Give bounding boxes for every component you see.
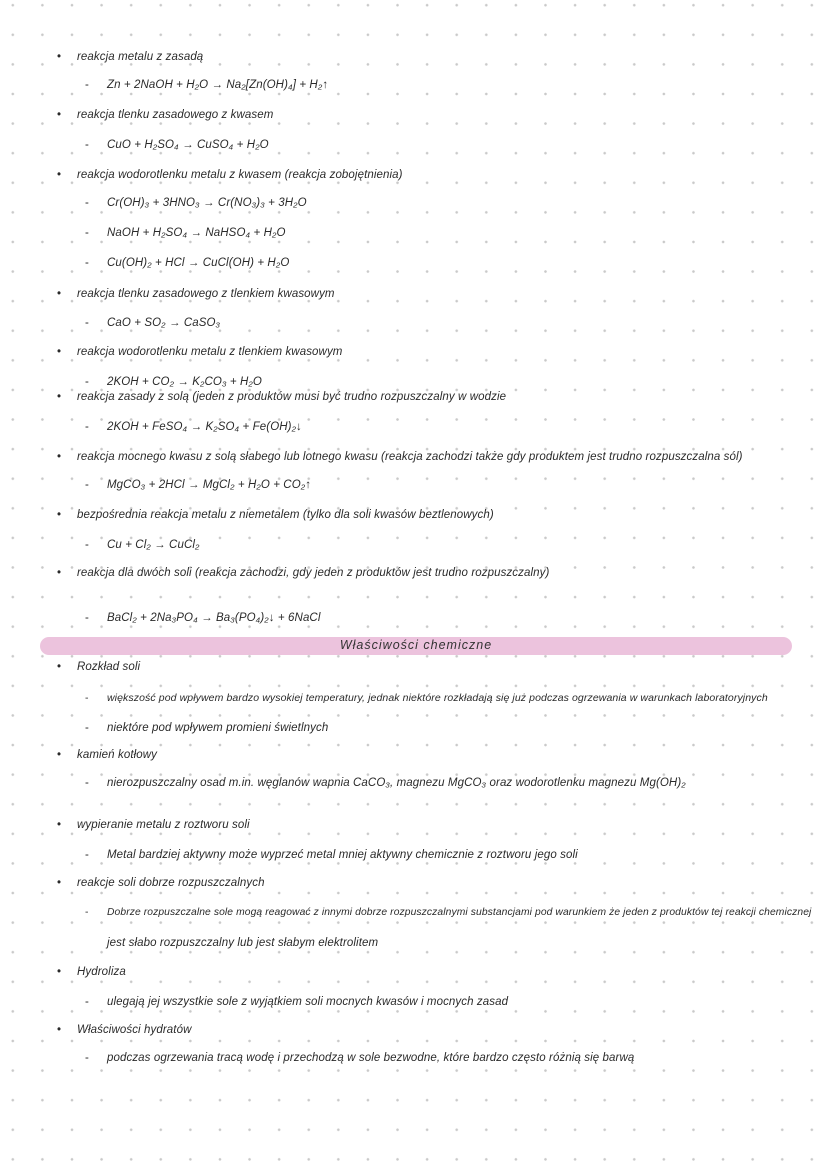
sub-item: - podczas ogrzewania tracą wodę i przechodzą w sole bezwodne, które bardzo często różnią się barwą [107,1050,634,1066]
section-header-band [40,637,792,655]
sub-item: - niektóre pod wpływem promieni świetlnych [107,720,328,736]
sub-item: - Dobrze rozpuszczalne sole mogą reagować z innymi dobrze rozpuszczalnymi substancjami pod warunkiem że jeden z produktów tej reakcji chemicznej [107,905,811,921]
bullet-item: • bezpośrednia reakcja metalu z niemetalem (tylko dla soli kwasów beztlenowych) [77,507,494,523]
bullet-item: • Hydroliza [77,964,126,980]
bullet-item: • Właściwości hydratów [77,1022,191,1038]
equation: - Cr(OH)₃ + 3HNO₃ → Cr(NO₃)₃ + 3H₂O [107,195,307,211]
sub-item: - większość pod wpływem bardzo wysokiej temperatury, jednak niektóre rozkładają się już podczas ogrzewania w warunkach laboratoryjnych [107,690,768,706]
equation: - MgCO₃ + 2HCl → MgCl₂ + H₂O + CO₂↑ [107,477,311,493]
bullet-item: • reakcja tlenku zasadowego z tlenkiem kwasowym [77,286,335,302]
bullet-item: • reakcja metalu z zasadą [77,49,203,65]
bullet-item: • reakcja wodorotlenku metalu z kwasem (reakcja zobojętnienia) [77,167,403,183]
bullet-item: • wypieranie metalu z roztworu soli [77,817,250,833]
bullet-item: • reakcja dla dwóch soli (reakcja zachodzi, gdy jeden z produktów jest trudno rozpuszczalny) [77,565,549,581]
sub-item: - Metal bardziej aktywny może wyprzeć metal mniej aktywny chemicznie z roztworu jego soli [107,847,578,863]
bullet-item: • reakcje soli dobrze rozpuszczalnych [77,875,265,891]
equation: - NaOH + H₂SO₄ → NaHSO₄ + H₂O [107,225,286,241]
bullet-item: • reakcja zasady z solą (jeden z produktów musi być trudno rozpuszczalny w wodzie [77,389,506,405]
section-title: Właściwości chemiczne [339,638,493,652]
sub-item: - ulegają jej wszystkie sole z wyjątkiem soli mocnych kwasów i mocnych zasad [107,994,508,1010]
bullet-item: • reakcja tlenku zasadowego z kwasem [77,107,273,123]
equation: - BaCl₂ + 2Na₃PO₄ → Ba₃(PO₄)₂↓ + 6NaCl [107,610,321,626]
equation: - CaO + SO₂ → CaSO₃ [107,315,220,331]
equation: - 2KOH + CO₂ → K₂CO₃ + H₂O [107,374,262,390]
equation: - 2KOH + FeSO₄ → K₂SO₄ + Fe(OH)₂↓ [107,419,302,435]
equation: - Cu + Cl₂ → CuCl₂ [107,537,200,553]
bullet-item: • kamień kotłowy [77,747,157,763]
bullet-item: • Rozkład soli [77,659,140,675]
equation: - Zn + 2NaOH + H₂O → Na₂[Zn(OH)₄] + H₂↑ [107,77,328,93]
bullet-item: • reakcja wodorotlenku metalu z tlenkiem kwasowym [77,344,342,360]
sub-item: - nierozpuszczalny osad m.in. węglanów wapnia CaCO₃, magnezu MgCO₃ oraz wodorotlenku magnezu Mg(OH)₂ [107,775,686,791]
sub-item-continuation: jest słabo rozpuszczalny lub jest słabym elektrolitem [107,937,379,949]
bullet-item: • reakcja mocnego kwasu z solą słabego lub lotnego kwasu (reakcja zachodzi także gdy produktem jest trudno rozpuszczalna sól) [77,449,743,465]
equation: - CuO + H₂SO₄ → CuSO₄ + H₂O [107,137,269,153]
equation: - Cu(OH)₂ + HCl → CuCl(OH) + H₂O [107,255,289,271]
